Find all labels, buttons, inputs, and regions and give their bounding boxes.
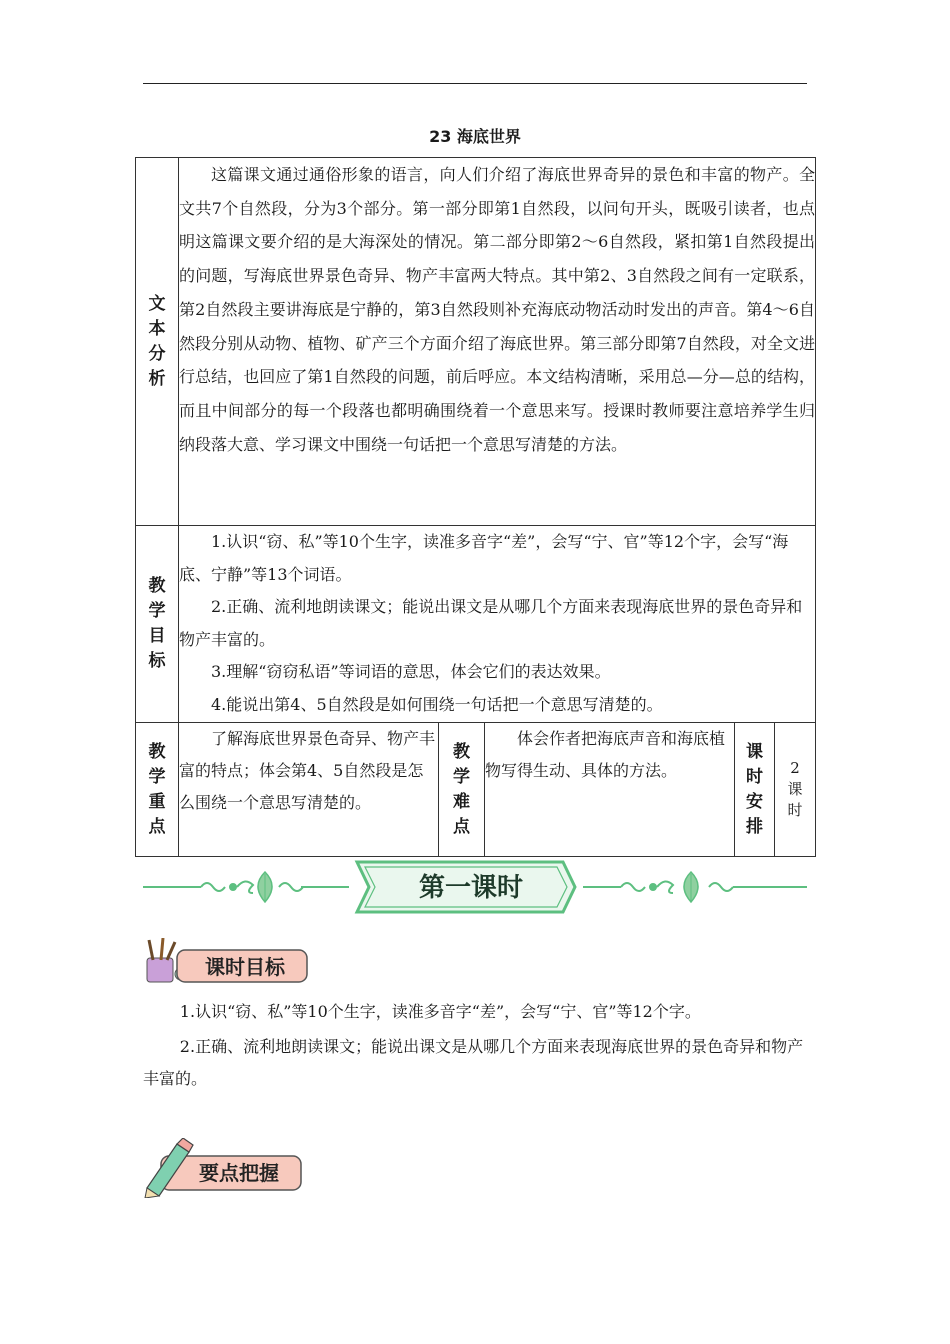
leaf-icon	[684, 872, 698, 902]
difficult-points-text: 体会作者把海底声音和海底植物写得生动、具体的方法。	[485, 729, 726, 780]
key-grasp-tag-text: 要点把握	[199, 1161, 279, 1185]
schedule-value-cell	[775, 723, 816, 857]
section-banner	[143, 858, 807, 916]
analysis-label-cell	[136, 158, 179, 526]
lesson-goal-item: 2.正确、流利地朗读课文；能说出课文是从哪几个方面来表现海底世界的景色奇异和物产丰富的。	[143, 1037, 804, 1088]
goals-label-cell	[136, 526, 179, 723]
left-vine-ornament	[143, 881, 349, 893]
goals-row	[136, 526, 816, 723]
difficult-points-label: 教学难点	[453, 741, 470, 837]
lesson-goals-tag	[143, 938, 313, 988]
lesson-goal-item: 1.认识“窃、私”等10个生字，读准多音字“差”，会写“宁、官”等12个字。	[179, 1002, 701, 1021]
goal-item: 2.正确、流利地朗读课文；能说出课文是从哪几个方面来表现海底世界的景色奇异和物产丰富的。	[179, 597, 803, 649]
schedule-value: 2课时	[787, 759, 803, 819]
goal-item: 4.能说出第4、5自然段是如何围绕一句话把一个意思写清楚的。	[211, 694, 663, 714]
goals-label: 教学目标	[148, 576, 166, 671]
lesson-goals-tag-text: 课时目标	[205, 955, 285, 979]
key-points-cell	[179, 723, 439, 857]
schedule-label-cell	[735, 723, 775, 857]
goals-text-cell	[179, 526, 816, 723]
analysis-text-cell	[179, 158, 816, 526]
key-grasp-tag	[143, 1138, 308, 1198]
difficult-points-cell	[485, 723, 735, 857]
top-rule	[143, 83, 807, 84]
page-title: 23 海底世界	[429, 127, 521, 146]
key-points-text: 了解海底世界景色奇异、物产丰富的特点；体会第4、5自然段是怎么围绕一个意思写清楚的。	[179, 729, 436, 812]
goal-item: 3.理解“窃窃私语”等词语的意思，体会它们的表达效果。	[211, 662, 611, 681]
analysis-row	[136, 158, 816, 526]
key-points-label: 教学重点	[148, 741, 166, 837]
schedule-label: 课时安排	[746, 741, 763, 837]
points-row	[136, 723, 816, 857]
lesson-plan-table	[135, 157, 816, 857]
difficult-points-label-cell	[439, 723, 485, 857]
lesson-goals-text	[143, 996, 807, 1095]
key-points-label-cell	[136, 723, 179, 857]
goal-item: 1.认识“窃、私”等10个生字，读准多音字“差”，会写“宁、官”等12个字，会写“海底、宁静”等13个词语。	[179, 532, 789, 584]
analysis-label: 文本分析	[148, 293, 166, 389]
analysis-text: 这篇课文通过通俗形象的语言，向人们介绍了海底世界奇异的景色和丰富的物产。全文共7个自然段，分为3个部分。第一部分即第1自然段，以问句开头，既吸引读者，也点明这篇课文要介绍的是大海深处的情况。第二部分即第2～6自然段，紧扣第1自然段提出的问题，写海底世界景色奇异、物产丰富两大特点。其中第2、3自然段之间有一定联系，第2自然段主要讲海底是宁静的，第3自然段则补充海底动物活动时发出的声音。第4～6自然段分别从动物、植物、矿产三个方面介绍了海底世界。第三部分即第7自然段，对全文进行总结，也回应了第1自然段的问题，前后呼应。本文结构清晰，采用总—分—总的结构，而且中间部分的每一个段落也都明确围绕着一个意思来写。授课时教师要注意培养学生归纳段落大意、学习课文中围绕一句话把一个意思写清楚的方法。	[179, 165, 816, 454]
leaf-icon	[258, 872, 272, 902]
banner-text: 第一课时	[418, 873, 524, 903]
